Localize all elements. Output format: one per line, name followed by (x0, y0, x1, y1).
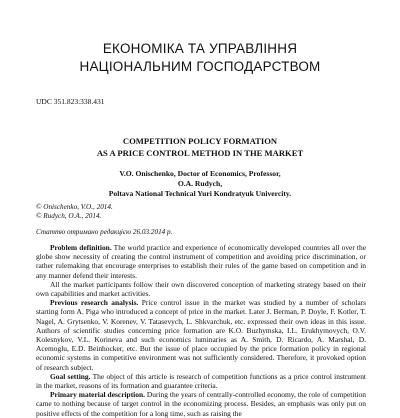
paragraph-market-participants (36, 280, 366, 298)
paragraph-previous-research (36, 298, 366, 372)
article-title-line1: COMPETITION POLICY FORMATION (122, 136, 278, 146)
paragraph-text: The object of this article is research of competition functions as a price control instrument in the market, reasons of its formation and guarantee criteria. (36, 371, 366, 391)
received-date: Статтю отримано редакцією 26.03.2014 р. (36, 228, 173, 236)
paragraph-text: Price control issue in the market was studied by a number of scholars starting form A. Piga who introduced a concept of price in the market. Later J. Berman, P. Doyle, F. Kotler, T. Nagel, A. Grytsenko, V. Korenev, V. Tatasevych, L. Shkvarchuk, etc. expressed their own ideas in this issue. Authors of scientific studies concerning price formation are K.O. Buzhymska, I.L. Erukhymovych, O.V. Kolesnykov, V.L. Korineva and such economics luminaries as A. Smith, D. Ricardo, A. Marshal, D. Acemoglu, E.D. Beinhocker, etc. But the issue of place occupied by the price formation policy in regional economic systems in competitive environment was not sufficiently considered. Therefore, it provoked option of research subject. (36, 298, 367, 372)
paragraph-goal-setting (36, 372, 366, 390)
paragraph-heading: Primary material description. (50, 390, 145, 400)
article-title-line2: AS A PRICE CONTROL METHOD IN THE MARKET (96, 148, 304, 158)
paragraph-heading: Problem definition. (50, 243, 112, 252)
paragraph-heading: Previous research analysis. (50, 298, 139, 308)
paragraph-text: The world practice and experience of economically developed countries all over the globe show necessity of creating the control instrument of competition and avoiding price discrimination, or rather rulemaking that encourage enterprises to establish their rules of the game based on competition and in any manner defend their interests. (36, 243, 367, 280)
author-affiliation: Poltava National Technical Yuri Kondratyuk Univercity. (108, 189, 292, 198)
paragraph-text: All the market participants follow their own discovered conception of marketing strategy based on their own capabilities and market activities. (36, 279, 366, 299)
paragraph-heading: Goal setting. (50, 371, 91, 381)
paragraph-problem-definition (36, 243, 366, 280)
article-body (36, 243, 366, 418)
copyright-1: © Onischenko, V.O., 2014. (36, 203, 113, 211)
paragraph-text: During the years of centrally-controlled economy, the role of competition came to nothing because of target control in the economizing process. Besides, an emphasis was only put on positive effects of the competition for a long time, such as raising the (36, 390, 366, 418)
udc-code: UDC 351.823:338.431 (36, 97, 105, 106)
author-1: V.O. Onischenko, Doctor of Economics, Professor, (119, 169, 281, 178)
paragraph-primary-material (36, 390, 366, 418)
section-heading-line1: ЕКОНОМІКА ТА УПРАВЛІННЯ (102, 41, 298, 56)
author-2: O.A. Rudych, (177, 179, 223, 188)
copyright-2: © Rudych, O.A., 2014. (36, 212, 102, 220)
section-heading-line2: НАЦІОНАЛЬНИМ ГОСПОДАРСТВОМ (79, 59, 321, 74)
